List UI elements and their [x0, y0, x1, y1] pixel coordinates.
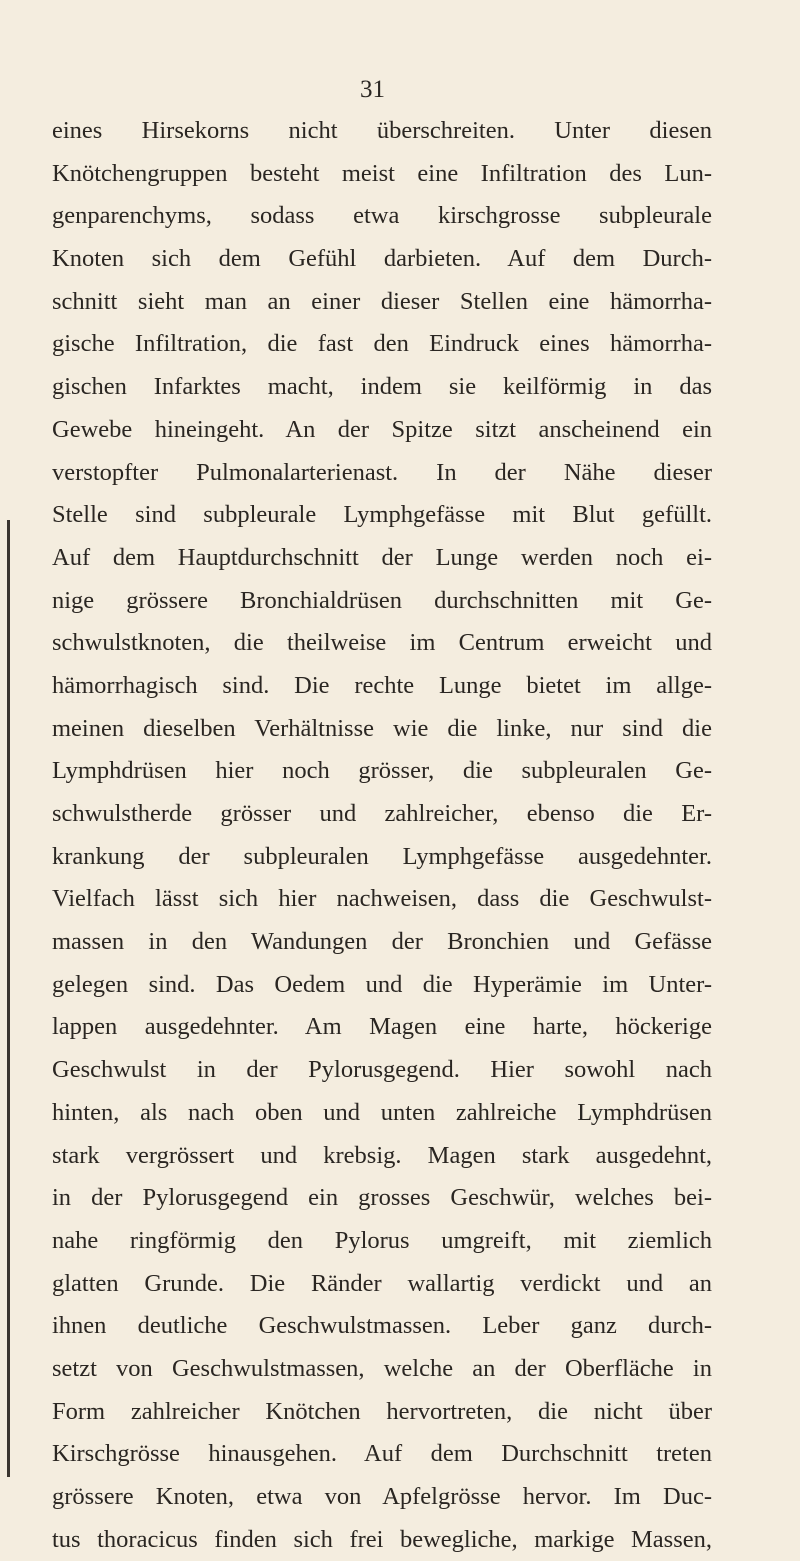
- text-line: schnitt sieht man an einer dieser Stellen eine hämorrha-: [52, 287, 712, 315]
- text-line: grössere Knoten, etwa von Apfelgrösse hervor. Im Duc-: [52, 1483, 712, 1510]
- text-line: glatten Grunde. Die Ränder wallartig verdickt und an: [52, 1269, 712, 1297]
- text-line: Geschwulst in der Pylorusgegend. Hier sowohl nach: [52, 1056, 712, 1084]
- text-line: krankung der subpleuralen Lymphgefässe ausgedehnter.: [52, 842, 712, 870]
- text-line: gische Infiltration, die fast den Eindruck eines hämorrha-: [52, 330, 712, 358]
- text-line: Lymphdrüsen hier noch grösser, die subpleuralen Ge-: [52, 757, 712, 785]
- page-binding-edge: [7, 520, 10, 1477]
- text-line: Auf dem Hauptdurchschnitt der Lunge werden noch ei-: [52, 543, 712, 571]
- text-line: gischen Infarktes macht, indem sie keilförmig in das: [52, 373, 712, 401]
- text-line: tus thoracicus finden sich frei bewegliche, markige Massen,: [52, 1525, 712, 1553]
- text-line: Kirschgrösse hinausgehen. Auf dem Durchschnitt treten: [52, 1440, 712, 1468]
- text-line: genparenchyms, sodass etwa kirschgrosse subpleurale: [52, 202, 712, 230]
- text-line: hämorrhagisch sind. Die rechte Lunge bietet im allge-: [52, 671, 712, 699]
- text-line: nahe ringförmig den Pylorus umgreift, mit ziemlich: [52, 1226, 712, 1254]
- text-line: lappen ausgedehnter. Am Magen eine harte, höckerige: [52, 1013, 712, 1041]
- text-line: Form zahlreicher Knötchen hervortreten, die nicht über: [52, 1397, 712, 1425]
- text-line: stark vergrössert und krebsig. Magen stark ausgedehnt,: [52, 1141, 712, 1169]
- text-line: Stelle sind subpleurale Lymphgefässe mit Blut gefüllt.: [52, 501, 712, 529]
- text-line: verstopfter Pulmonalarterienast. In der Nähe dieser: [52, 458, 712, 486]
- body-text: [52, 110, 712, 1561]
- text-line: hinten, als nach oben und unten zahlreiche Lymphdrüsen: [52, 1098, 712, 1126]
- text-line: ihnen deutliche Geschwulstmassen. Leber ganz durch-: [52, 1312, 712, 1340]
- text-line: schwulstknoten, die theilweise im Centrum erweicht und: [52, 629, 712, 657]
- text-line: Gewebe hineingeht. An der Spitze sitzt anscheinend ein: [52, 415, 712, 443]
- page-number: 31: [360, 76, 385, 103]
- text-line: gelegen sind. Das Oedem und die Hyperämie im Unter-: [52, 970, 712, 998]
- text-line: eines Hirsekorns nicht überschreiten. Unter diesen: [52, 117, 712, 144]
- text-line: massen in den Wandungen der Bronchien und Gefässe: [52, 928, 712, 956]
- text-line: nige grössere Bronchialdrüsen durchschnitten mit Ge-: [52, 586, 712, 614]
- text-line: Knötchengruppen besteht meist eine Infiltration des Lun-: [52, 159, 712, 187]
- text-line: meinen dieselben Verhältnisse wie die linke, nur sind die: [52, 714, 712, 742]
- text-line: in der Pylorusgegend ein grosses Geschwür, welches bei-: [52, 1184, 712, 1212]
- text-line: Vielfach lässt sich hier nachweisen, dass die Geschwulst-: [52, 885, 712, 913]
- text-line: Knoten sich dem Gefühl darbieten. Auf dem Durch-: [52, 245, 712, 273]
- text-line: setzt von Geschwulstmassen, welche an der Oberfläche in: [52, 1354, 712, 1382]
- text-line: schwulstherde grösser und zahlreicher, ebenso die Er-: [52, 800, 712, 827]
